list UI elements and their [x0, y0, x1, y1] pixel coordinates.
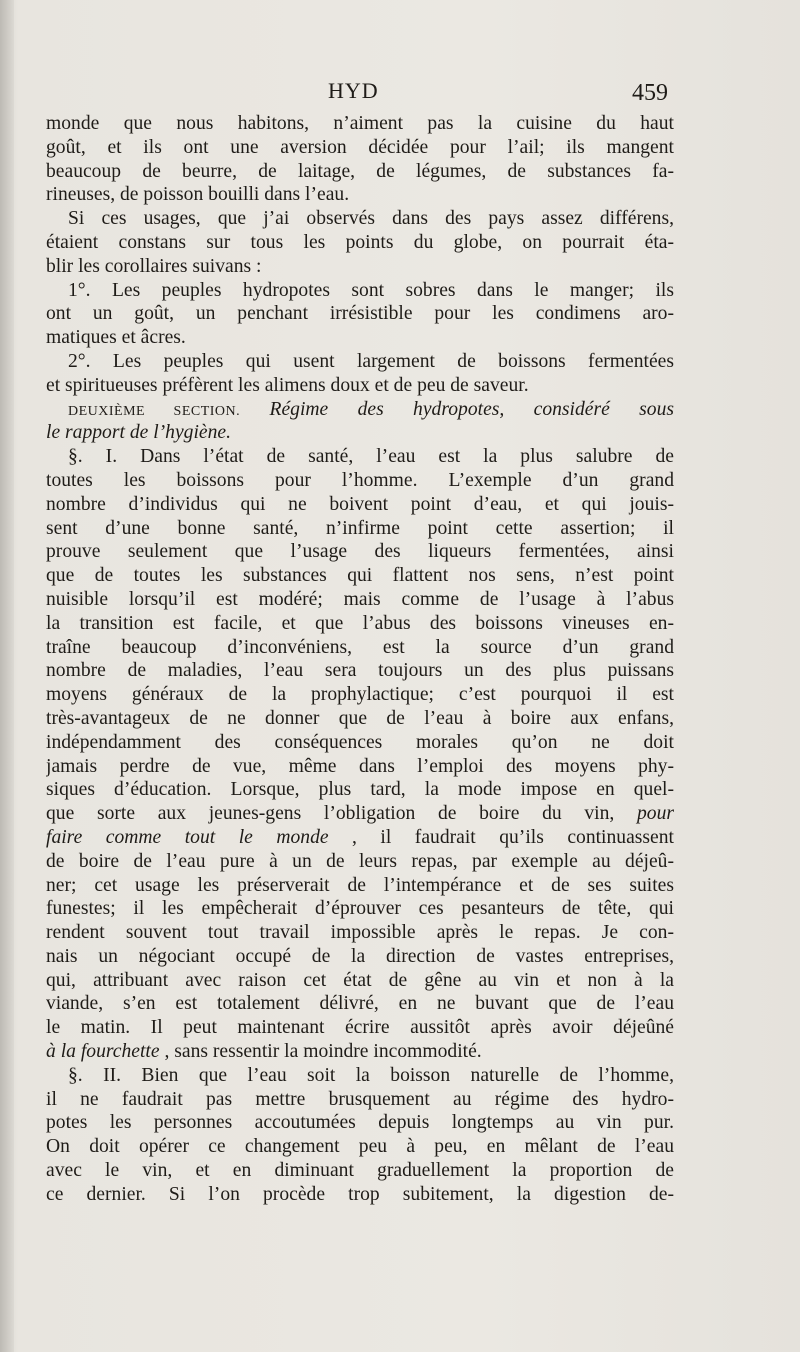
text-span: ont un goût, un penchant irrésistible pour les condimens aro-: [46, 303, 674, 325]
text-line: [46, 921, 674, 945]
text-line: [46, 707, 674, 731]
body-text: [46, 112, 674, 1207]
text-line: [46, 778, 674, 802]
text-span: siques d’éducation. Lorsque, plus tard, la mode impose en quel-: [46, 779, 674, 801]
text-line: [46, 897, 674, 921]
text-line: [46, 564, 674, 588]
italic-text: pour: [636, 803, 674, 825]
text-line: [46, 302, 674, 326]
text-span: qui, attribuant avec raison cet état de gêne au vin et non à la: [46, 969, 674, 991]
text-line: [46, 802, 674, 826]
text-span: le matin. Il peut maintenant écrire aussitôt après avoir déjeûné: [46, 1017, 674, 1039]
text-span: la transition est facile, et que l’abus des boissons vineuses en-: [46, 612, 674, 634]
text-line: [46, 731, 674, 755]
text-span: traîne beaucoup d’inconvéniens, est la source d’un grand: [46, 636, 674, 658]
text-line: [46, 992, 674, 1016]
text-line: [46, 183, 674, 207]
italic-text: faire comme tout le monde: [46, 826, 329, 848]
page-gutter-shadow: [0, 0, 14, 1352]
text-span: funestes; il les empêcherait d’éprouver ces pesanteurs de tête, qui: [46, 898, 674, 920]
text-line: [46, 421, 674, 445]
text-span: potes les personnes accoutumées depuis longtemps au vin pur.: [46, 1112, 674, 1134]
text-span: de boire de l’eau pure à un de leurs repas, par exemple au déjeû-: [46, 850, 674, 872]
text-span: il ne faudrait pas mettre brusquement au régime des hydro-: [46, 1088, 674, 1110]
text-line: [46, 945, 674, 969]
text-line: [46, 445, 674, 469]
text-line: [46, 683, 674, 707]
text-span: nuisible lorsqu’il est modéré; mais comme de l’usage à l’abus: [46, 588, 674, 610]
text-span: nombre d’individus qui ne boivent point d’eau, et qui jouis-: [46, 493, 674, 515]
text-line: [46, 874, 674, 898]
text-span: beaucoup de beurre, de laitage, de légumes, de substances fa-: [46, 160, 674, 182]
text-span: On doit opérer ce changement peu à peu, en mêlant de l’eau: [46, 1136, 674, 1158]
text-line: [46, 398, 674, 422]
running-title: HYD: [328, 78, 379, 103]
text-span: blir les corollaires suivans :: [46, 255, 262, 277]
text-span: Si ces usages, que j’ai observés dans des pays assez différens,: [68, 208, 674, 230]
text-line: [46, 1111, 674, 1135]
text-line: [46, 350, 674, 374]
text-span: que de toutes les substances qui flattent nos sens, n’est point: [46, 565, 674, 587]
text-span: rendent souvent tout travail impossible après le repas. Je con-: [46, 922, 674, 944]
text-span: ner; cet usage les préserverait de l’intempérance et de ses suites: [46, 874, 674, 896]
text-span: nombre de maladies, l’eau sera toujours un des plus puissans: [46, 660, 674, 682]
text-span: matiques et âcres.: [46, 327, 186, 349]
text-span: moyens généraux de la prophylactique; c’est pourquoi il est: [46, 684, 674, 706]
italic-text: le rapport de l’hygiène.: [46, 422, 232, 444]
text-line: [46, 969, 674, 993]
text-span: 2°. Les peuples qui usent largement de boissons fermentées: [68, 350, 674, 372]
text-span: goût, et ils ont une aversion décidée pour l’ail; ils mangent: [46, 136, 674, 158]
text-line: [46, 588, 674, 612]
text-line: [46, 540, 674, 564]
text-line: [46, 636, 674, 660]
text-line: [46, 279, 674, 303]
text-line: [46, 374, 674, 398]
text-line: [46, 112, 674, 136]
text-line: [46, 612, 674, 636]
section-label: DEUXIÈME SECTION.: [68, 403, 241, 419]
text-span: et spiritueuses préfèrent les alimens doux et de peu de saveur.: [46, 374, 529, 396]
text-span: §. I. Dans l’état de santé, l’eau est la plus salubre de: [68, 446, 674, 468]
page-number: 459: [632, 80, 668, 106]
text-line: [46, 255, 674, 279]
text-span: §. II. Bien que l’eau soit la boisson naturelle de l’homme,: [68, 1064, 674, 1086]
text-span: monde que nous habitons, n’aiment pas la cuisine du haut: [46, 113, 674, 134]
text-line: [46, 659, 674, 683]
text-line: [46, 1183, 674, 1207]
text-line: [46, 231, 674, 255]
text-span: que sorte aux jeunes-gens l’obligation de boire du vin,: [46, 803, 615, 825]
text-line: [46, 1159, 674, 1183]
text-line: [46, 469, 674, 493]
text-line: [46, 493, 674, 517]
running-header: [0, 78, 800, 112]
text-span: , sans ressentir la moindre incommodité.: [164, 1041, 482, 1063]
text-span: jamais perdre de vue, même dans l’emploi des moyens phy-: [46, 755, 674, 777]
text-line: [46, 1135, 674, 1159]
text-span: toutes les boissons pour l’homme. L’exemple d’un grand: [46, 469, 674, 491]
text-span: ce dernier. Si l’on procède trop subitement, la digestion de-: [46, 1183, 674, 1205]
text-line: [46, 1088, 674, 1112]
text-span: nais un négociant occupé de la direction de vastes entreprises,: [46, 945, 674, 967]
text-line: [46, 850, 674, 874]
text-line: [46, 517, 674, 541]
text-span: , il faudrait qu’ils continuassent: [352, 826, 674, 848]
text-line: [46, 1016, 674, 1040]
italic-text: à la fourchette: [46, 1041, 160, 1063]
text-span: étaient constans sur tous les points du globe, on pourrait éta-: [46, 231, 674, 253]
text-span: rineuses, de poisson bouilli dans l’eau.: [46, 184, 350, 206]
text-span: viande, s’en est totalement délivré, en ne buvant que de l’eau: [46, 993, 674, 1015]
text-span: très-avantageux de ne donner que de l’eau à boire aux enfans,: [46, 707, 674, 729]
text-line: [46, 326, 674, 350]
text-line: [46, 1040, 674, 1064]
text-span: sent d’une bonne santé, n’infirme point cette assertion; il: [46, 517, 674, 539]
text-span: 1°. Les peuples hydropotes sont sobres dans le manger; ils: [68, 279, 674, 301]
text-span: avec le vin, et en diminuant graduellement la proportion de: [46, 1160, 674, 1182]
text-line: [46, 136, 674, 160]
text-line: [46, 755, 674, 779]
italic-text: Régime des hydropotes, considéré sous: [269, 398, 674, 420]
text-span: indépendamment des conséquences morales qu’on ne doit: [46, 731, 674, 753]
text-line: [46, 160, 674, 184]
text-span: prouve seulement que l’usage des liqueurs fermentées, ainsi: [46, 541, 674, 563]
text-line: [46, 207, 674, 231]
text-line: [46, 826, 674, 850]
text-line: [46, 1064, 674, 1088]
